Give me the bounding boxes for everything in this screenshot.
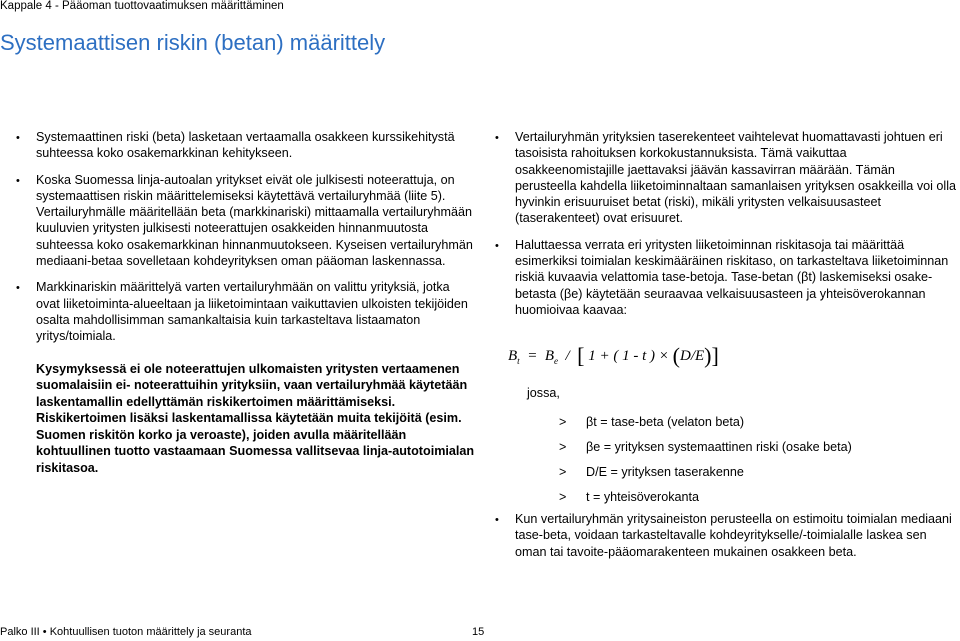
right-bullet-text: Kun vertailuryhmän yritysaineiston perusteella on estimoitu toimialan mediaani tase-beta, voidaan tarkasteltavalle kohdeyritykselle/-toimialalle laskea sen oman tai tavoite-pääomarakenteen mukainen osakkeen beta. [515,512,952,559]
jossa-label: jossa, [527,386,560,400]
left-bullet-text: Systemaattinen riski (beta) lasketaan vertaamalla osakkeen kurssikehitystä suhteessa koko osakemarkkinan kehitykseen. [36,130,455,161]
left-bullet-text: Koska Suomessa linja-autoalan yritykset eivät ole julkisesti noteerattuja, on systemaattisen riskin määrittelemiseksi käytettävä vertailuryhmää (liite 5). Vertailuryhmälle määritellään beta (markkinariski) mittaamalla vertailuryhmään kuuluvien yritysten julkisesti noteerattujen osakkeiden hinnanmuutosta suhteessa koko osakemarkkinan hinnanmuutokseen. Kyseisen vertailuryhmän mediaani-betaa sovelletaan kohdeyrityksen oman pääoman laskennassa. [36,172,473,269]
chapter-header: Kappale 4 - Pääoman tuottovaatimuksen määrittäminen [0,0,284,12]
definition-marker: > [559,465,567,479]
right-column [495,129,957,328]
formula-be: B [544,348,554,364]
formula-bt: B [508,348,518,364]
definition-text: D/E = yrityksen taserakenne [586,465,744,479]
definition-marker: > [559,490,567,504]
formula-be-sub: e [553,356,558,366]
formula-open-paren2: ( [672,343,680,368]
left-bullet-text: Markkinariskin määrittelyä varten vertailuryhmään on valittu yrityksiä, jotka ovat liiketoiminta-alueeltaan ja liiketoimintaan vaikuttavien ulkoisten tekijöiden osalta mahdollisimman samankaltaisia kuin tarkasteltava listaamaton yritys/toimiala. [36,280,468,344]
formula-close-paren: ) [650,348,656,364]
definition-marker: > [559,440,567,454]
formula-one-b: 1 [622,348,630,364]
definition-row [559,460,852,485]
bullet-icon [16,129,36,146]
bullet-icon [495,511,499,528]
left-bullet-3 [16,279,476,344]
definition-text: t = yhteisöverokanta [586,490,700,504]
bullet-icon [16,279,36,296]
left-bullet-2 [16,172,476,270]
left-bullet-1 [16,129,476,162]
formula-minus: - [633,348,639,364]
footer-text: Palko III • Kohtuullisen tuoton määrittely ja seuranta [0,626,252,638]
left-column [16,129,476,476]
definition-row [559,435,852,460]
beta-formula [508,343,719,369]
page-title: Systemaattisen riskin (betan) määrittely [0,30,386,55]
formula-slash: / [565,348,570,364]
formula-t: t [642,348,647,364]
formula-one: 1 [588,348,596,364]
formula-plus: + [599,348,610,364]
definition-row [559,410,852,435]
right-bullet-3 [495,511,957,560]
formula-eq: = [527,348,538,364]
definition-text: βe = yrityksen systemaattinen riski (osake beta) [586,440,852,454]
definition-text: βt = tase-beta (velaton beta) [586,415,745,429]
formula-open-paren: ( [613,348,619,364]
formula-de: D/E [679,348,705,364]
right-bullet-2 [495,237,957,318]
definition-row [559,485,852,510]
formula-bt-sub: t [517,356,520,366]
bullet-icon [495,129,515,146]
formula-times: × [658,348,669,364]
bullet-icon [495,237,515,254]
definitions-list [559,410,852,510]
formula-close-paren2: ) [704,343,712,368]
right-bullet-text: Vertailuryhmän yrityksien taserekenteet vaihtelevat huomattavasti johtuen eri tasoisista rahoituksen korkokustannuksista. Tämä vaikuttaa osakkeenomistajille jaettavaksi jäävän kassavirran määrään. Tämän perusteella kahdella liiketoiminnaltaan samanlaisen yrityksen osakkeilla voi olla hyvinkin erisuuruiset betat (riski), mikäli yritysten velkaisuusasteet (taserakenteet) ovat erisuuret. [515,130,957,226]
definition-marker: > [559,415,567,429]
formula-close-bracket: ] [711,343,719,368]
right-bullet-text: Haluttaessa verrata eri yritysten liiketoiminnan riskitasoja tai määrittää esimerkiksi toimialan keskimääräinen riskitaso, on tarkasteltava liiketoiminnan riskiä kuvaavia velattomia tase-betoja. Tase-betan (βt) laskemiseksi osake-betasta (βe) käytetään seuraavaa velkaisuusasteen ja yhteisöverokannan huomioivaa kaavaa: [515,237,949,317]
page-number: 15 [472,626,485,638]
bullet-icon [16,172,36,189]
right-bullet-1 [495,129,957,227]
formula-open-bracket: [ [577,343,585,368]
bold-paragraph: Kysymyksessä ei ole noteerattujen ulkomaisten yritysten vertaamenen suomalaisiin ei- noteerattuihin yrityksiin, vaan vertailuryhmää käytetään laskentamallin edellyttämän riskikertoimen määrittämiseksi. Riskikertoimen lisäksi laskentamallissa käytetään muita tekijöitä (esim. Suomen riskitön korko ja veroaste), joiden avulla määritellään kohtuullinen tuotto vastaamaan Suomessa vallitsevaa linja-autotoimialan riskitasoa. [36,361,475,475]
